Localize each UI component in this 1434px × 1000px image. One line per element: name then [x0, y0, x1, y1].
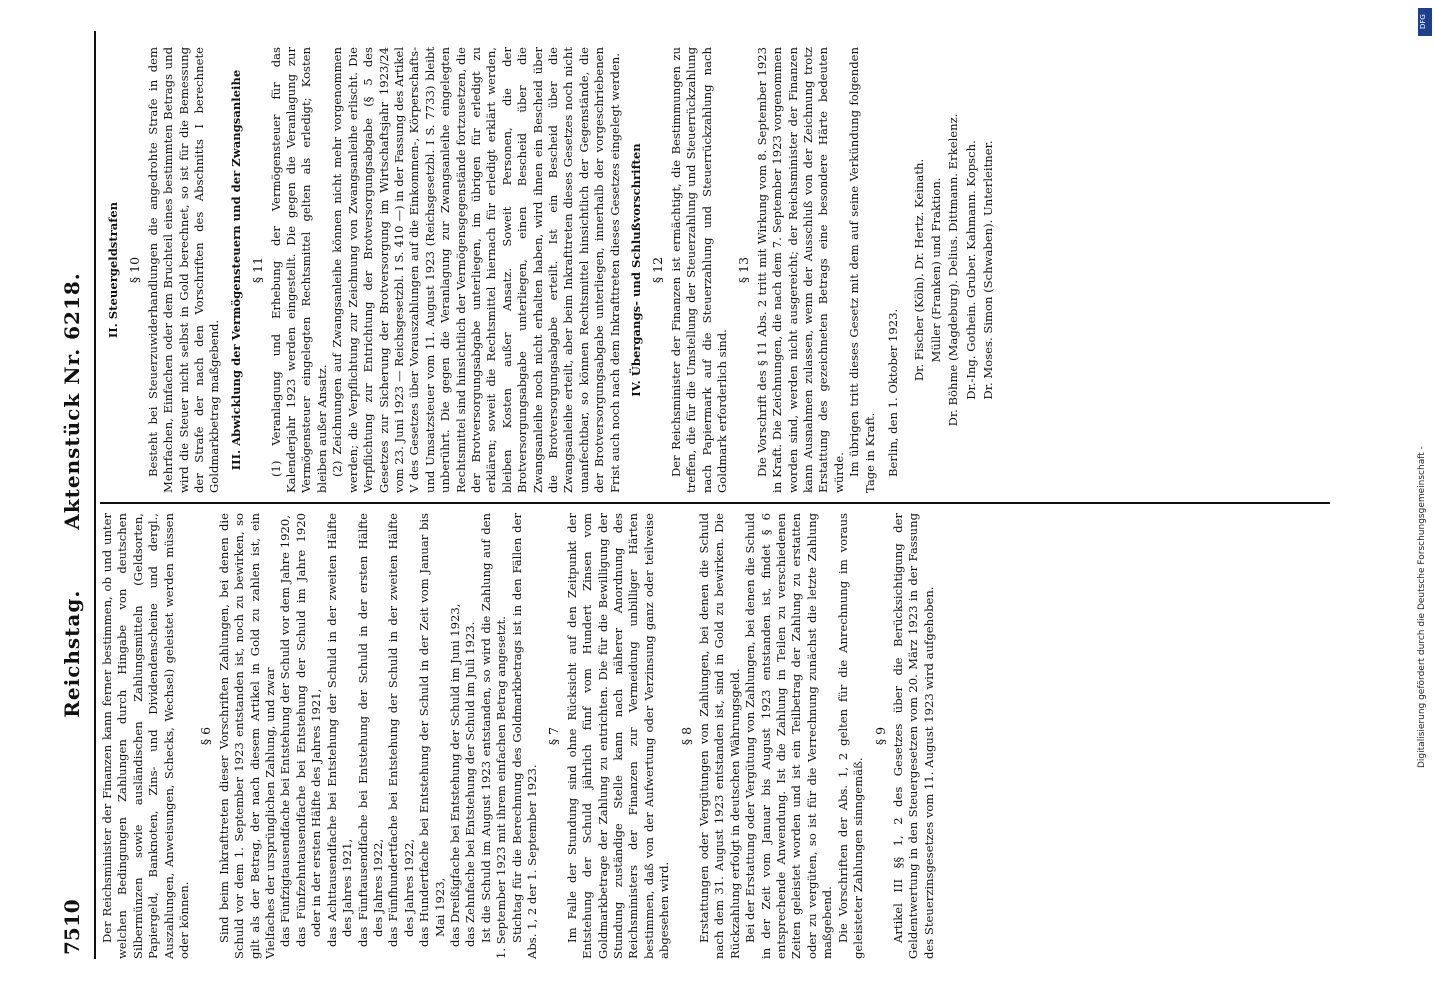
paragraph: (1) Veranlagung und Erhebung der Vermögensteuer für das Kalenderjahr 1923 werden eingestellt. Die gegen die Veranlagung zur Vermögensteuer eingelegten Rechtsmittel gelten als erledigt; Kosten bleiben außer Ansatz.: [268, 47, 329, 493]
section-heading: § 12: [650, 256, 666, 284]
section-heading: § 8: [678, 726, 694, 746]
section-heading: § 6: [198, 726, 214, 746]
paragraph: Im übrigen tritt dieses Gesetz mit dem auf seine Verkündung folgenden Tage in Kraft.: [847, 47, 877, 493]
page-number: 7510: [60, 899, 84, 955]
list-item: das Zehnfache bei Entstehung der Schuld im Juli 1923.: [463, 621, 478, 947]
section-heading: § 11: [250, 256, 266, 284]
signature-line: Dr. Moses. Simon (Schwaben). Unterleitner.: [981, 140, 996, 400]
header-title-line: [60, 31, 84, 959]
right-column: [100, 47, 997, 493]
paragraph: Artikel III §§ 1, 2 des Gesetzes über die Berücksichtigung der Geldentwertung in den Steuergesetzen vom 20. März 1923 in der Fassung des Steuerzinsgesetzes vom 11. August 1923 wird aufgehoben.: [890, 513, 936, 959]
digitization-note-text: Digitalisierung gefördert durch die Deutsche Forschungsgemeinschaft -: [1417, 446, 1427, 768]
section-heading: § 13: [736, 256, 752, 284]
paragraph: Bei der Erstattung oder Vergütung von Zahlungen, bei denen die Schuld in der Zeit vom Januar bis August 1923 entstanden ist, findet § 6 entsprechende Anwendung. Ist die Zahlung in Teilen zu verschiedenen Zeiten geleistet worden und ist ein Teilbetrag der Zahlung zu erstatten oder zu vergüten, so ist für die Verrechnung zunächst die letzte Zahlung maßgebend.: [743, 513, 835, 959]
paragraph: Im Falle der Stundung sind ohne Rücksicht auf den Zeitpunkt der Entstehung der Schuld jährlich fünf vom Hundert Zinsen vom Goldmarkbetrage der Zahlung zu entrichten. Die für die Bewilligung der Stundung zuständige Stelle kann nach näherer Anordnung des Reichsministers der Finanzen zur Vermeidung unbilliger Härten bestimmen, daß von der Aufwertung oder Verzinsung ganz oder teilweise abgesehen wird.: [564, 513, 672, 959]
paragraph: Erstattungen oder Vergütungen von Zahlungen, bei denen die Schuld nach dem 31. August 1923 entstanden ist, sind in Gold zu bewirken. Die Rückzahlung erfolgt in deutschen Währungsgeld.: [697, 513, 742, 959]
paragraph: Die Vorschriften der Abs. 1, 2 gelten für die Anrechnung im voraus geleisteter Zahlungen sinngemäß.: [835, 513, 866, 959]
section-heading: § 7: [546, 726, 562, 746]
paragraph: Ist die Schuld im August 1923 entstanden, so wird die Zahlung auf den 1. September 1923 mit ihrem einfachen Betrag angesetzt.: [478, 513, 509, 959]
paragraph: Der Reichsminister der Finanzen kann ferner bestimmen, ob und unter welchen Bedingungen Zahlungen durch Hingabe von deutschen Silbermünzen sowie ausländischen Zahlungsmitteln (Geldsorten, Papiergeld, Banknoten, Zins- und Dividendenscheine und dergl., Auszahlungen, Anweisungen, Schecks, Wechsel) geleistet werden müssen oder können.: [100, 513, 192, 959]
list-item: das Fünfzigtausendfache bei Entstehung der Schuld vor dem Jahre 1920,: [278, 515, 293, 947]
header-title: Reichstag.: [60, 589, 84, 718]
signature-line: Müller (Franken) und Fraktion.: [928, 177, 943, 363]
digitization-note: [1415, 8, 1431, 858]
paragraph: Sind beim Inkrafttreten dieser Vorschriften Zahlungen, bei denen die Schuld vor dem 1. September 1923 entstanden ist, noch zu bewirken, so gilt als der Betrag, der nach diesem Artikel in Gold zu zahlen ist, ein Vielfaches der ursprünglichen Zahlung, und zwar: [216, 513, 278, 959]
list-item: das Fünfzehntausendfache bei Entstehung der Schuld im Jahre 1920 oder in der ersten Hälfte des Jahres 1921,: [293, 513, 324, 947]
date-line: Berlin, den 1. Oktober 1923.: [886, 308, 901, 477]
paragraph: Besteht bei Steuerzuwiderhandlungen die angedrohte Strafe in dem Mehrfachen, Einfachen oder dem Bruchteil eines bestimmten Betrags und wird die Steuer nicht selbst in Gold berechnet, so ist für die Bemessung der Strafe der nach den Vorschriften des Abschnitts I berechnete Goldmarkbetrag maßgebend.: [145, 47, 222, 493]
list-item: das Fünftausendfache bei Entstehung der Schuld in der ersten Hälfte des Jahres 1922,: [355, 513, 385, 947]
list-item: das Dreißigfache bei Entstehung der Schuld im Juni 1923,: [447, 603, 462, 947]
list-item: das Hundertfache bei Entstehung der Schuld in der Zeit vom Januar bis Mai 1923,: [417, 513, 447, 947]
paragraph: (2) Zeichnungen auf Zwangsanleihe können nicht mehr vorgenommen werden; die Verpflichtung zur Zeichnung von Zwangsanleihe erlischt. Die Verpflichtung zur Entrichtung der Brotversorgungsabgabe (§ 5 des Gesetzes zur Sicherung der Brotversorgung im Wirtschaftsjahr 1923/24 vom 23. Juni 1923 — Reichsgesetzbl. I S. 410 —) in der Fassung des Artikel V des Gesetzes über Vorauszahlungen auf die Einkommen-, Körperschafts- und Umsatzsteuer vom 11. August 1923 (Reichsgesetzbl. I S. 7733) bleibt unberührt. Die gegen die Veranlagung zur Zwangsanleihe eingelegten Rechtsmittel sind hinsichtlich der Vermögensgegenstände fortzusetzen, die der Brotversorgungsabgabe unterliegen, im übrigen für erledigt zu erklären; soweit die Rechtsmittel hiernach für erledigt erklärt werden, bleiben Kosten außer Ansatz. Soweit Personen, die der Brotversorgungsabgabe unterliegen, einen Bescheid über die Zwangsanleihe noch nicht erhalten haben, wird ihnen ein Bescheid über die Brotversorgungsabgabe erteilt. Ist ein Bescheid über die Zwangsanleihe erteilt, aber beim Inkrafttreten dieses Gesetzes noch nicht unanfechtbar, so können Rechtsmittel hinsichtlich der Gegenstände, die der Brotversorgungsabgabe unterliegen, innerhalb der vorgeschriebenen Frist auch noch nach dem Inkrafttreten dieses Gesetzes eingelegt werden.: [330, 47, 622, 493]
list-item: das Achttausendfache bei Entstehung der Schuld in der zweiten Hälfte des Jahres 1921,: [324, 513, 355, 947]
list-item: das Fünfhundertfache bei Entstehung der Schuld in der zweiten Hälfte des Jahres 1922,: [386, 513, 416, 947]
dfg-logo: DFG: [1418, 8, 1432, 36]
text-columns: [100, 31, 1350, 959]
part-heading: IV. Übergangs- und Schlußvorschriften: [629, 143, 643, 397]
signature-line: Dr. Fischer (Köln). Dr. Hertz. Keinath.: [911, 158, 926, 382]
paragraph: Die Vorschrift des § 11 Abs. 2 tritt mit Wirkung vom 8. September 1923 in Kraft. Die Zeichnungen, die nach dem 7. September 1923 vorgenommen worden sind, werden nicht ausgereicht; der Reichsminister der Finanzen kann Ausnahmen zulassen, wenn der Ausschluß von der Zeichnung trotz Erstattung des gezeichneten Betrags eine besondere Härte bedeuten würde.: [754, 47, 846, 493]
left-column: [100, 513, 937, 959]
part-heading: II. Steuergeldstrafen: [106, 201, 120, 339]
header-document: Aktenstück Nr. 6218.: [60, 272, 84, 530]
document-page: [50, 25, 1360, 965]
section-heading: § 9: [872, 726, 888, 746]
signature-line: Dr. Böhme (Magdeburg). Delius. Dittmann. Erkelenz.: [946, 113, 961, 427]
paragraph: Stichtag für die Berechnung des Goldmarkbetrags ist in den Fällen der Abs. 1, 2 der 1. September 1923.: [509, 513, 539, 959]
column-divider: [100, 503, 1330, 505]
part-heading: III. Abwicklung der Vermögensteuern und der Zwangsanleihe: [228, 69, 243, 471]
paragraph: Der Reichsminister der Finanzen ist ermächtigt, die Bestimmungen zu treffen, die für die Umstellung der Steuerzahlung und Steuerrückzahlung nach Papiermark auf die Steuerzahlung und Steuerrückzahlung nach Goldmark erforderlich sind.: [668, 47, 730, 493]
signature-line: Dr.-Ing. Gothein. Gruber. Kahmann. Kopsch.: [963, 140, 978, 400]
page-header: [50, 31, 96, 959]
section-heading: § 10: [127, 256, 143, 284]
